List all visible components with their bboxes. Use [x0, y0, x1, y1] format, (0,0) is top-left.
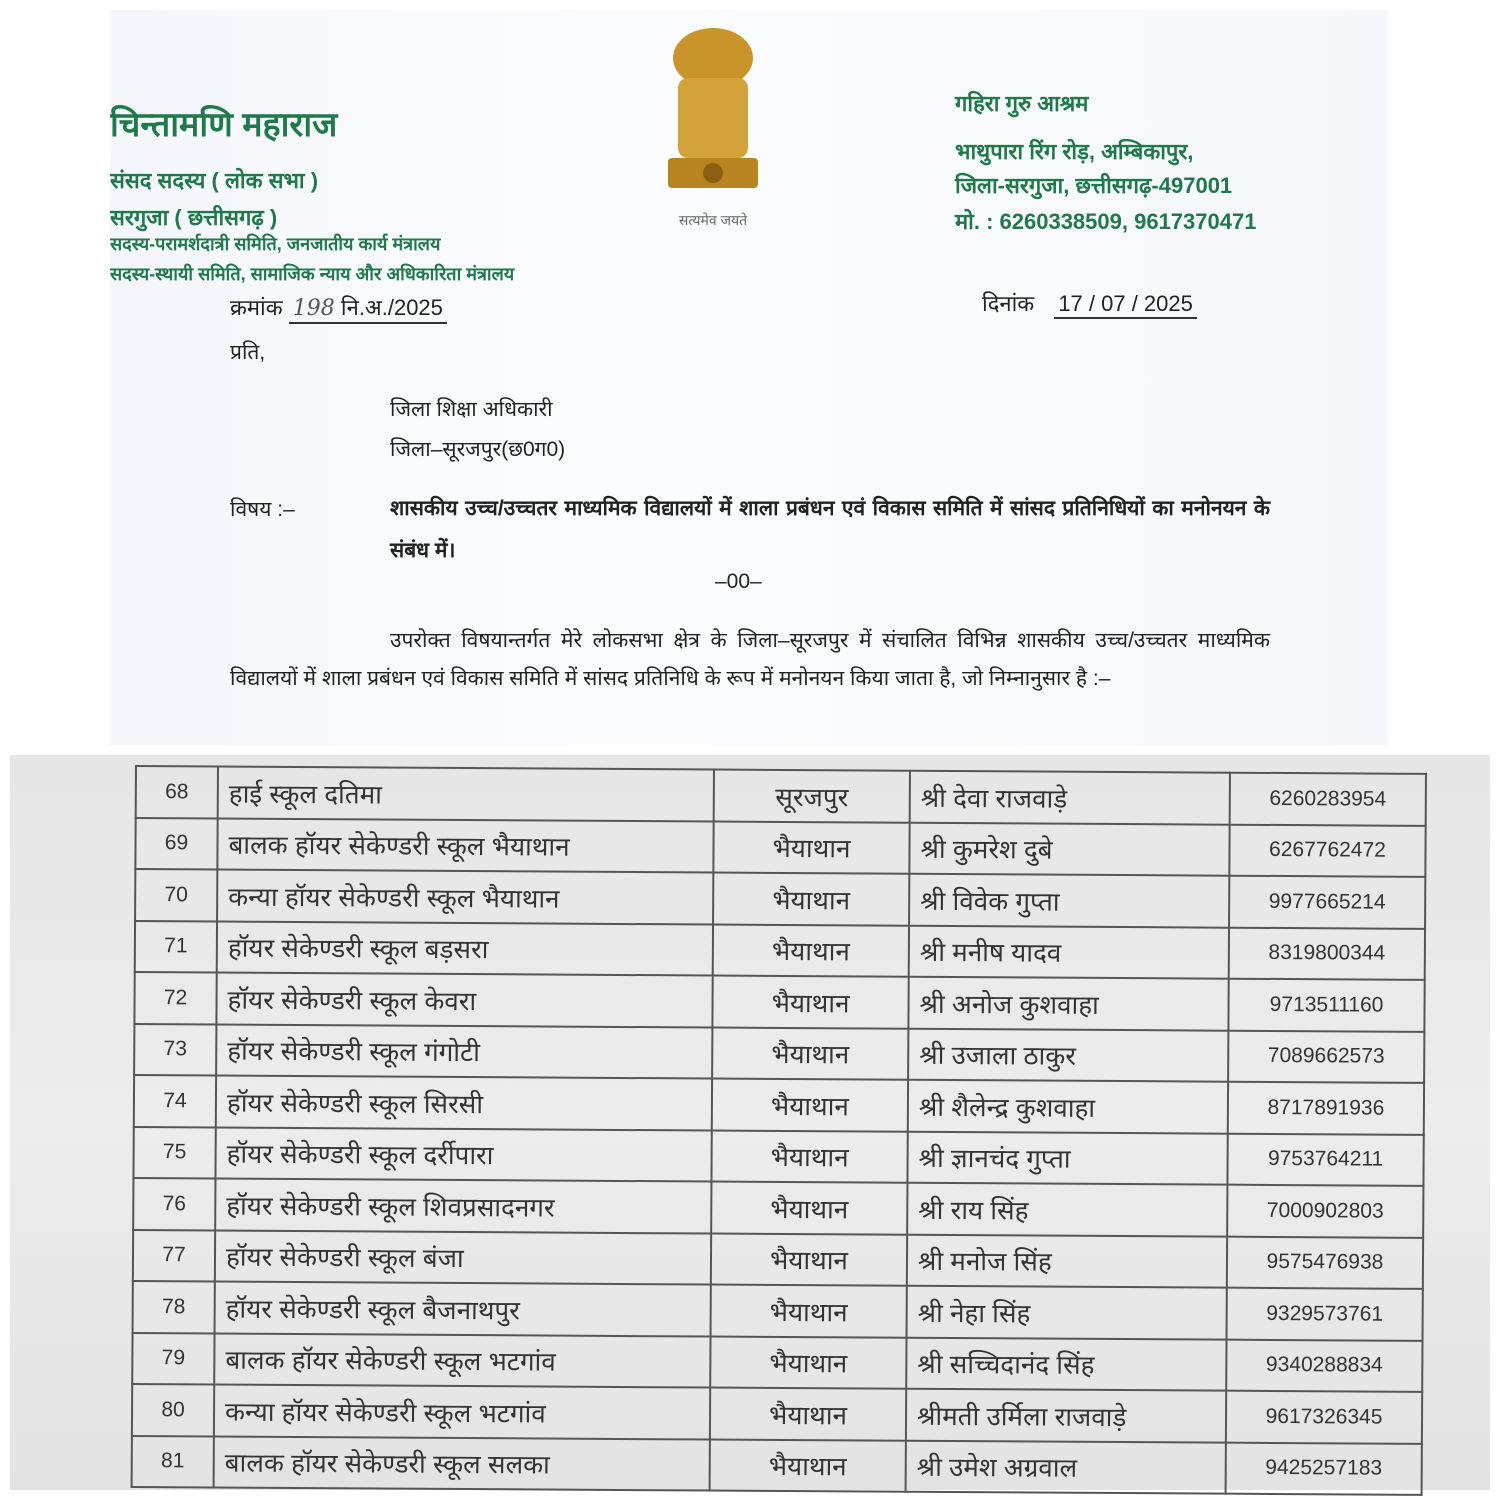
representative-name: श्री देवा राजवाड़े — [910, 771, 1230, 824]
school-name: बालक हॉयर सेकेण्डरी स्कूल भटगांव — [214, 1333, 710, 1388]
school-name: हॉयर सेकेण्डरी स्कूल दर्रीपारा — [215, 1127, 711, 1182]
representative-name: श्री मनोज सिंह — [907, 1234, 1227, 1287]
address-line: गहिरा गुरु आश्रम — [955, 91, 1089, 116]
table-row — [132, 1332, 1422, 1391]
representative-name: श्री अनोज कुशवाहा — [908, 977, 1228, 1030]
serial-number: 76 — [133, 1178, 215, 1230]
school-name: कन्या हॉयर सेकेण्डरी स्कूल भटगांव — [214, 1384, 710, 1439]
block-name: भैयाथान — [711, 1182, 907, 1235]
phone-number: 7000902803 — [1227, 1185, 1423, 1238]
mp-name: चिन्तामणि महाराज — [110, 106, 338, 144]
date-value: 17 / 07 / 2025 — [1054, 291, 1197, 319]
school-name: बालक हॉयर सेकेण्डरी स्कूल भैयाथान — [217, 818, 713, 873]
school-name: हॉयर सेकेण्डरी स्कूल सिरसी — [216, 1076, 712, 1131]
serial-number: 81 — [132, 1435, 214, 1487]
recipient: जिला शिक्षा अधिकारी — [390, 398, 553, 421]
serial-number: 75 — [133, 1126, 215, 1178]
serial-number: 79 — [132, 1332, 214, 1384]
letter-page — [110, 10, 1388, 745]
date — [982, 288, 1197, 319]
phone-number: 6267762472 — [1229, 824, 1425, 877]
phone-number: 9977665214 — [1229, 876, 1425, 929]
subject-label: विषय :– — [230, 498, 295, 521]
table-row — [133, 1229, 1423, 1288]
serial-number: 74 — [134, 1075, 216, 1127]
table-row — [134, 1024, 1424, 1083]
representative-name: श्री राय सिंह — [907, 1183, 1227, 1236]
school-name: कन्या हॉयर सेकेण्डरी स्कूल भैयाथान — [217, 870, 713, 925]
school-name: हॉयर सेकेण्डरी स्कूल बंजा — [215, 1230, 711, 1285]
ref-label: क्रमांक — [230, 295, 283, 320]
block-name: भैयाथान — [711, 1285, 907, 1338]
representative-name: श्री उजाला ठाकुर — [908, 1028, 1228, 1081]
table-row — [133, 1126, 1423, 1185]
phone-number: 8717891936 — [1228, 1082, 1424, 1135]
ref-suffix: नि.अ./2025 — [340, 295, 443, 320]
serial-number: 70 — [135, 869, 217, 921]
block-name: भैयाथान — [712, 1027, 908, 1080]
representative-name: श्री कुमरेश दुबे — [909, 822, 1229, 875]
school-name: हॉयर सेकेण्डरी स्कूल केवरा — [216, 973, 712, 1028]
table-row — [135, 869, 1425, 928]
phone-number: 9425257183 — [1226, 1442, 1422, 1495]
address-line: जिला-सरगुजा, छत्तीसगढ़-497001 — [955, 173, 1233, 198]
serial-number: 69 — [135, 818, 217, 870]
representative-name: श्री मनीष यादव — [909, 925, 1229, 978]
date-label: दिनांक — [982, 291, 1035, 316]
serial-number: 77 — [133, 1229, 215, 1281]
block-name: भैयाथान — [710, 1439, 906, 1492]
block-name: सूरजपुर — [714, 770, 910, 823]
block-name: भैयाथान — [711, 1233, 907, 1286]
emblem-motto: सत्यमेव जयते — [678, 212, 748, 228]
address-line: भाथुपारा रिंग रोड़, अम्बिकापुर, — [955, 139, 1194, 164]
recipient-district: जिला–सूरजपुर(छ0ग0) — [390, 438, 566, 461]
representative-name: श्री सच्चिदानंद सिंह — [906, 1337, 1226, 1390]
representative-name: श्री शैलेन्द्र कुशवाहा — [908, 1080, 1228, 1133]
table-row — [132, 1435, 1422, 1494]
block-name: भैयाथान — [713, 821, 909, 874]
table-row — [132, 1384, 1422, 1443]
school-name: बालक हॉयर सेकेण्डरी स्कूल सलका — [214, 1436, 710, 1491]
phone-number: 9617326345 — [1226, 1391, 1422, 1444]
committee-2: सदस्य-स्थायी समिति, सामाजिक न्याय और अधिकारिता मंत्रालय — [110, 264, 515, 284]
phone-number: 9713511160 — [1228, 979, 1424, 1032]
designation: संसद सदस्य ( लोक सभा ) — [110, 168, 319, 193]
serial-number: 78 — [133, 1281, 215, 1333]
phone-number: 8319800344 — [1229, 927, 1425, 980]
national-emblem-icon — [658, 18, 768, 228]
phone-number: 9329573761 — [1227, 1288, 1423, 1341]
representative-name: श्री नेहा सिंह — [907, 1286, 1227, 1339]
table-row — [133, 1178, 1423, 1237]
to-label: प्रति, — [230, 341, 266, 364]
committee-1: सदस्य-परामर्शदात्री समिति, जनजातीय कार्य मंत्रालय — [110, 234, 441, 254]
representative-name: श्री उमेश अग्रवाल — [906, 1440, 1226, 1493]
phone-number: 7089662573 — [1228, 1030, 1424, 1083]
separator: –00– — [715, 570, 762, 593]
nomination-table — [131, 765, 1427, 1496]
block-name: भैयाथान — [713, 924, 909, 977]
school-name: हॉयर सेकेण्डरी स्कूल बड़सरा — [217, 921, 713, 976]
representative-name: श्रीमती उर्मिला राजवाड़े — [906, 1389, 1226, 1442]
table-row — [133, 1281, 1423, 1340]
phone-number: 6260283954 — [1230, 773, 1426, 826]
table-row — [135, 818, 1425, 877]
phone-number: 9340288834 — [1226, 1339, 1422, 1392]
school-name: हॉयर सेकेण्डरी स्कूल गंगोटी — [216, 1024, 712, 1079]
representative-name: श्री विवेक गुप्ता — [909, 874, 1229, 927]
table-row — [134, 1075, 1424, 1134]
constituency: सरगुजा ( छत्तीसगढ़ ) — [110, 205, 278, 230]
serial-number: 68 — [136, 766, 218, 818]
serial-number: 73 — [134, 1024, 216, 1076]
nomination-table-page — [10, 755, 1490, 1490]
table-row — [135, 921, 1425, 980]
serial-number: 80 — [132, 1384, 214, 1436]
subject-text: शासकीय उच्च/उच्चतर माध्यमिक विद्यालयों में शाला प्रबंधन एवं विकास समिति में सांसद प्रतिनिधियों का मनोनयन के संबंध में। — [390, 497, 1270, 562]
ref-number: 198 — [292, 296, 335, 321]
representative-name: श्री ज्ञानचंद गुप्ता — [907, 1131, 1227, 1184]
phone-number: 9575476938 — [1227, 1236, 1423, 1289]
phone-line: मो. : 6260338509, 9617370471 — [955, 209, 1257, 234]
block-name: भैयाथान — [710, 1388, 906, 1441]
table-row — [134, 972, 1424, 1031]
school-name: हॉयर सेकेण्डरी स्कूल बैजनाथपुर — [215, 1281, 711, 1336]
reference-number — [230, 292, 447, 324]
block-name: भैयाथान — [712, 976, 908, 1029]
school-name: हाई स्कूल दतिमा — [218, 767, 714, 822]
serial-number: 71 — [135, 921, 217, 973]
block-name: भैयाथान — [710, 1336, 906, 1389]
phone-number: 9753764211 — [1227, 1133, 1423, 1186]
school-name: हॉयर सेकेण्डरी स्कूल शिवप्रसादनगर — [215, 1178, 711, 1233]
serial-number: 72 — [134, 972, 216, 1024]
block-name: भैयाथान — [711, 1130, 907, 1183]
block-name: भैयाथान — [713, 873, 909, 926]
table-row — [136, 766, 1426, 825]
block-name: भैयाथान — [712, 1079, 908, 1132]
body-paragraph: उपरोक्त विषयान्तर्गत मेरे लोकसभा क्षेत्र के जिला–सूरजपुर में संचालित विभिन्न शासकीय उच्च/उच्चतर माध्यमिक विद्यालयों में शाला प्रबंधन एवं विकास समिति में सांसद प्रतिनिधि के रूप में मनोनयन किया जाता है, जो निम्नानुसार है :– — [230, 629, 1270, 690]
